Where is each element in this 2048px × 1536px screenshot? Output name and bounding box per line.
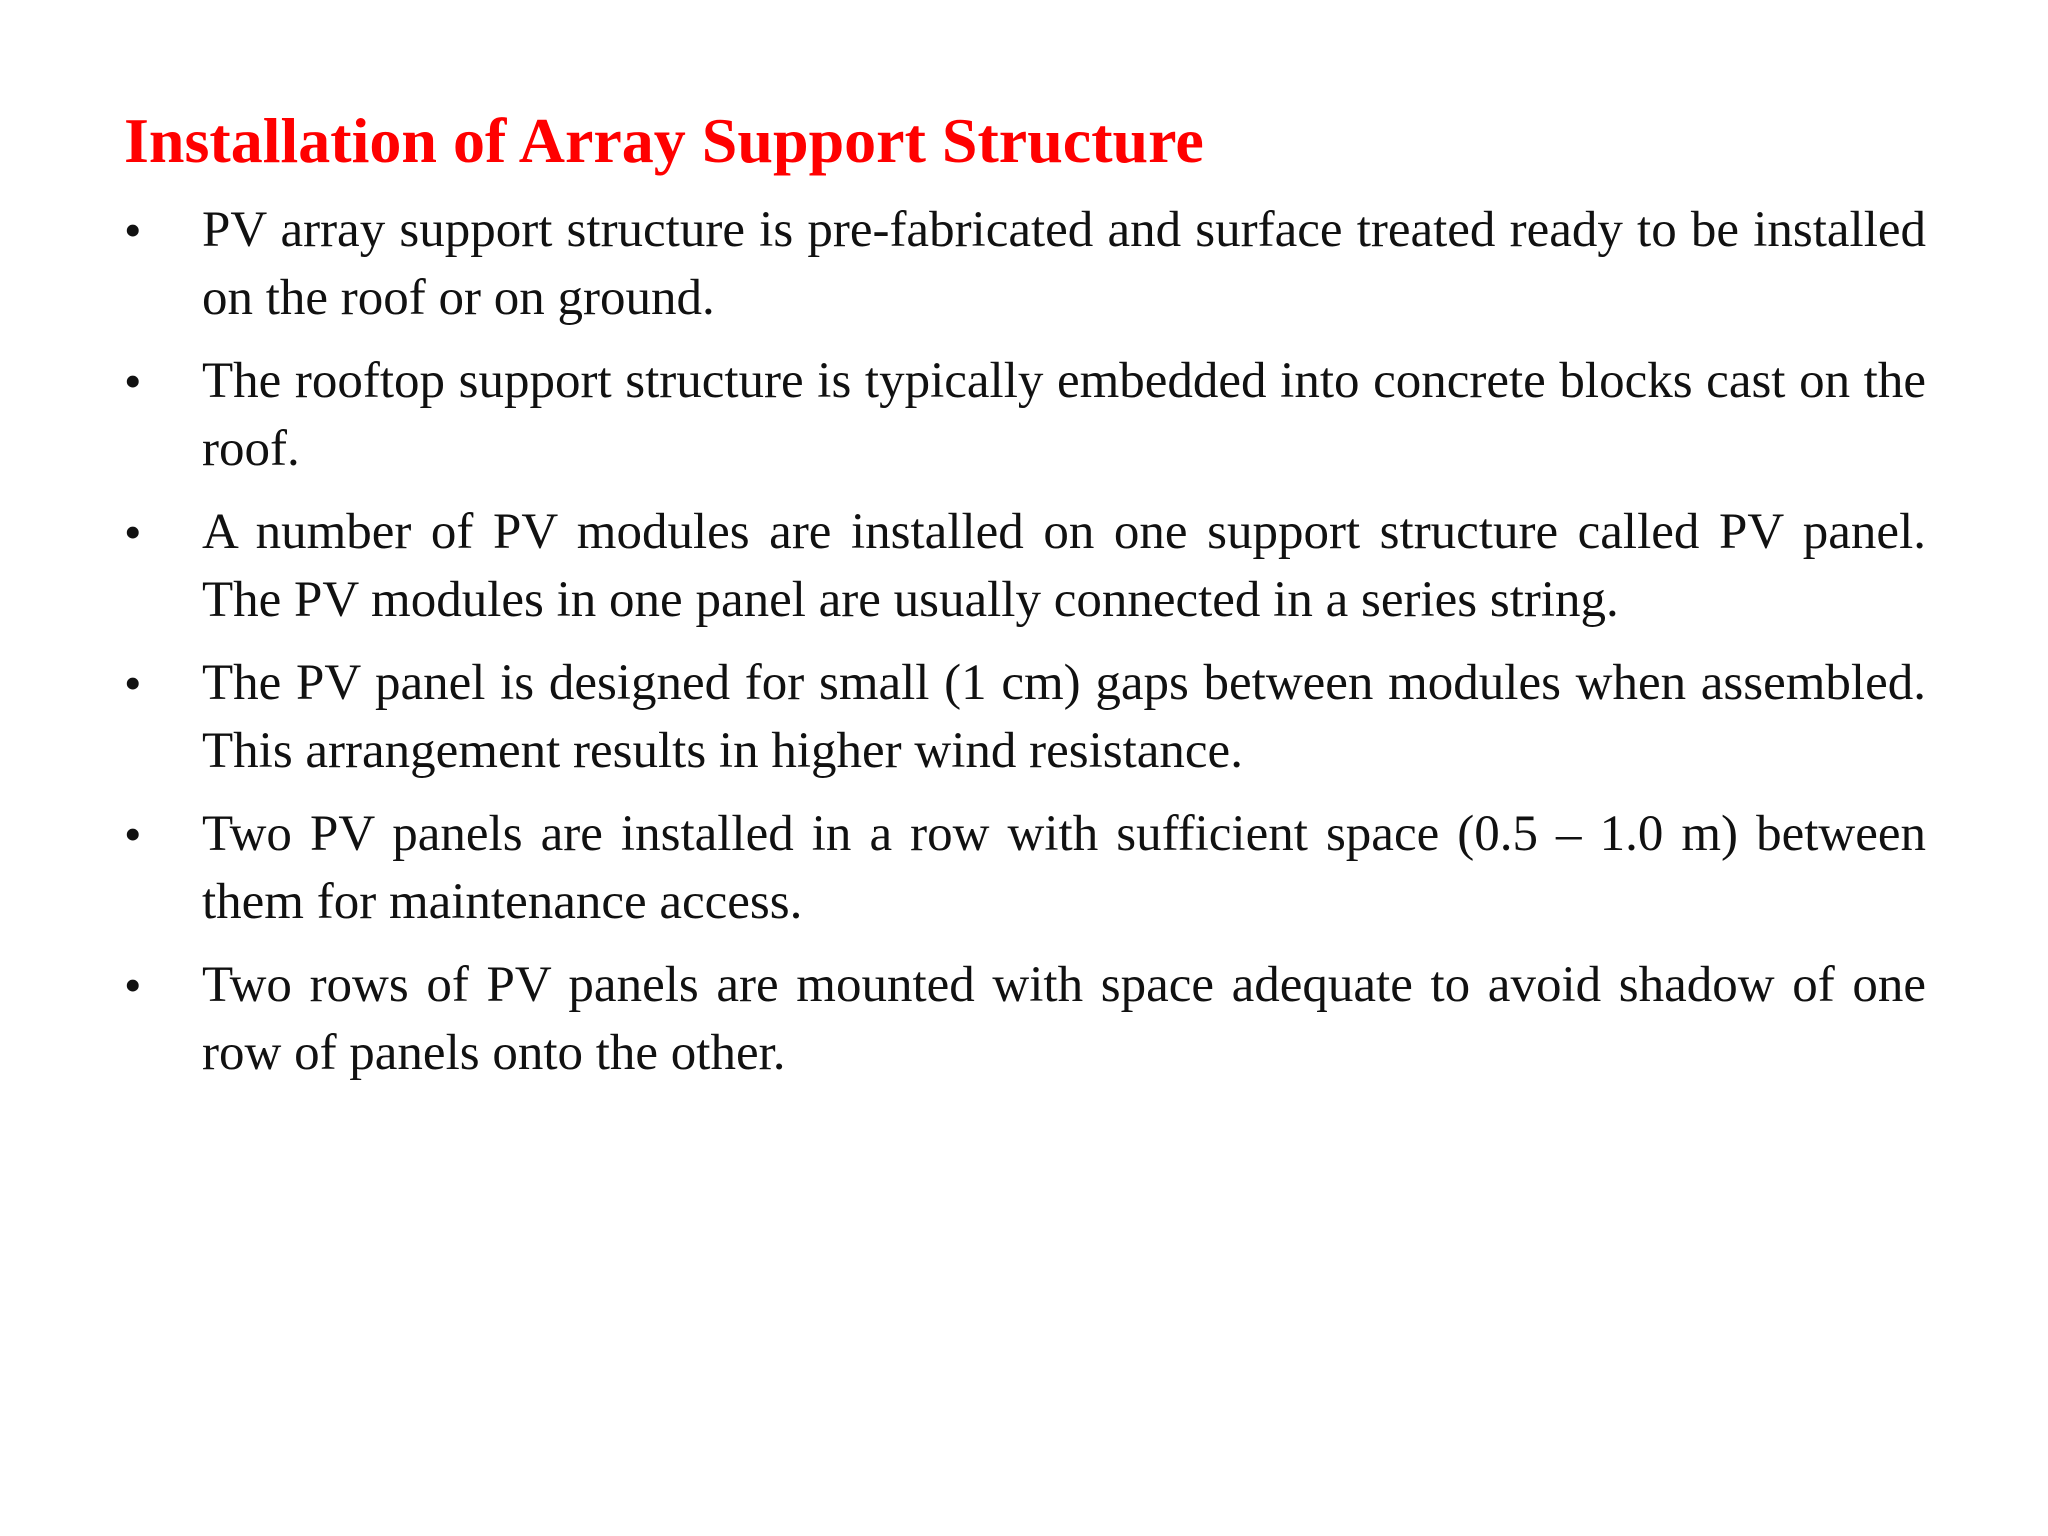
bullet-item (124, 649, 1926, 785)
bullet-item (124, 951, 1926, 1087)
bullet-dot-icon: • (124, 202, 142, 258)
bullet-list (124, 196, 1926, 1102)
bullet-dot-icon: • (124, 957, 142, 1013)
slide-title: Installation of Array Support Structure (124, 105, 1204, 176)
bullet-dot-icon: • (124, 504, 142, 560)
bullet-text: The PV panel is designed for small (1 cm) gaps between modules when assembled. This arrangement results in higher wind resistance. (202, 655, 1926, 779)
bullet-text: A number of PV modules are installed on one support structure called PV panel. The PV modules in one panel are usually connected in a series string. (202, 504, 1926, 628)
bullet-item (124, 347, 1926, 483)
bullet-text: PV array support structure is pre-fabricated and surface treated ready to be installed on the roof or on ground. (202, 202, 1926, 326)
bullet-dot-icon: • (124, 353, 142, 409)
bullet-dot-icon: • (124, 806, 142, 862)
bullet-dot-icon: • (124, 655, 142, 711)
bullet-text: Two PV panels are installed in a row with sufficient space (0.5 – 1.0 m) between them for maintenance access. (202, 806, 1926, 930)
bullet-item (124, 196, 1926, 332)
bullet-text: The rooftop support structure is typically embedded into concrete blocks cast on the roof. (202, 353, 1926, 477)
bullet-item (124, 498, 1926, 634)
bullet-item (124, 800, 1926, 936)
bullet-text: Two rows of PV panels are mounted with space adequate to avoid shadow of one row of panels onto the other. (202, 957, 1926, 1081)
